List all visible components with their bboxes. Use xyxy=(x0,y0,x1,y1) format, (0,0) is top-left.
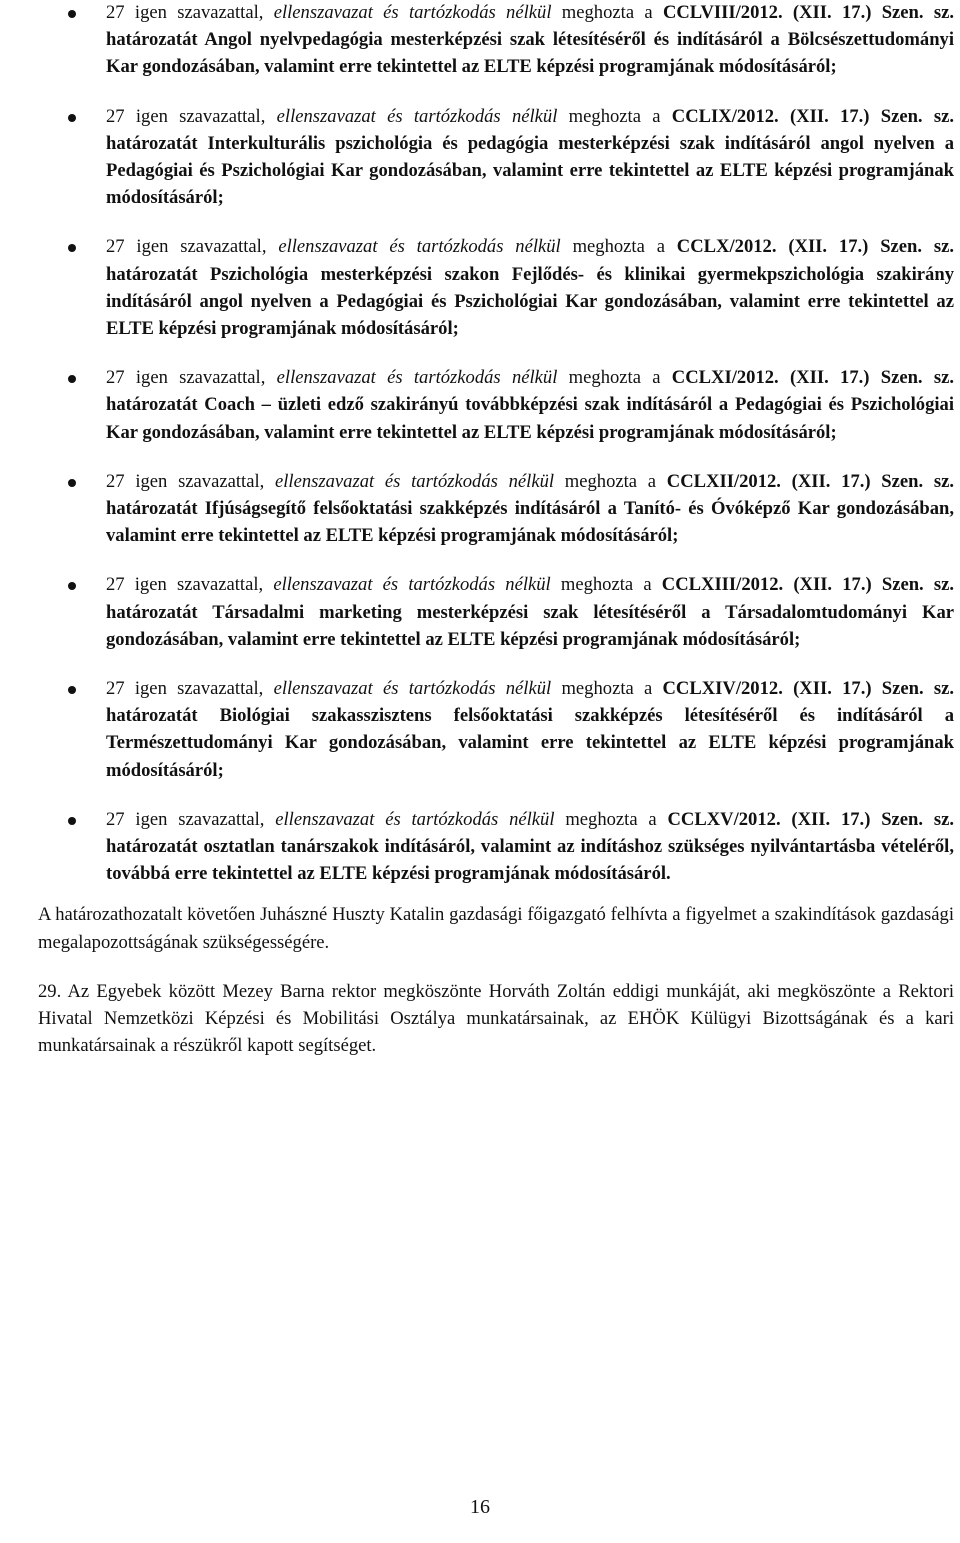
bullet-icon xyxy=(68,479,76,487)
vote-italic: ellenszavazat és tartózkodás nélkül xyxy=(273,678,552,700)
resolution-number: CCLXII/2012. (XII. 17.) Szen. sz. xyxy=(666,470,955,492)
vote-lead: meghozta a xyxy=(557,367,672,389)
resolution-number: CCLVIII/2012. (XII. 17.) Szen. sz. xyxy=(662,2,954,23)
vote-lead: meghozta a xyxy=(560,236,677,258)
vote-text: 27 igen szavazattal, xyxy=(106,2,274,23)
resolution-number: CCLIX/2012. (XII. 17.) Szen. sz. xyxy=(671,105,954,127)
decision-item xyxy=(38,468,954,550)
vote-italic: ellenszavazat és tartózkodás nélkül xyxy=(275,470,555,492)
vote-text: 27 igen szavazattal, xyxy=(106,574,274,596)
vote-lead: meghozta a xyxy=(551,2,663,23)
decision-item xyxy=(38,103,954,212)
resolution-text: határozatát Angol nyelvpedagógia mesterképzési szak létesítéséről és indításáról a Bölcsészettudományi Kar gondozásában, valamint erre tekintettel az ELTE képzési programjának módosításáról; xyxy=(106,29,954,78)
decision-item xyxy=(38,571,954,653)
vote-lead: meghozta a xyxy=(557,105,672,127)
note-paragraph: A határozathozatalt követően Juhászné Huszty Katalin gazdasági főigazgató felhívta a figyelmet a szakindítások gazdasági megalapozottságának szükségességére. xyxy=(38,904,954,953)
agenda-item-text: Az Egyebek között Mezey Barna rektor megköszönte Horváth Zoltán eddigi munkáját, aki megköszönte a Rektori Hivatal Nemzetközi Képzési és Mobilitási Osztálya munkatársainak, az EHÖK Külügyi Bizottságának és a kari munkatársainak a részükről kapott segítséget. xyxy=(38,980,955,1057)
vote-italic: ellenszavazat és tartózkodás nélkül xyxy=(273,2,552,23)
bullet-icon xyxy=(68,817,76,825)
resolution-number: CCLXI/2012. (XII. 17.) Szen. sz. xyxy=(671,367,954,389)
decision-item xyxy=(38,806,954,888)
bullet-icon xyxy=(68,244,76,252)
decision-item xyxy=(38,364,954,446)
vote-italic: ellenszavazat és tartózkodás nélkül xyxy=(273,574,551,596)
vote-italic: ellenszavazat és tartózkodás nélkül xyxy=(276,105,558,127)
resolution-number: CCLXIV/2012. (XII. 17.) Szen. sz. xyxy=(662,678,955,700)
vote-lead: meghozta a xyxy=(554,470,667,492)
vote-lead: meghozta a xyxy=(554,808,668,830)
decision-list xyxy=(38,0,954,887)
resolution-number: CCLX/2012. (XII. 17.) Szen. sz. xyxy=(676,236,955,258)
vote-italic: ellenszavazat és tartózkodás nélkül xyxy=(275,808,555,830)
vote-lead: meghozta a xyxy=(550,574,662,596)
vote-text: 27 igen szavazattal, xyxy=(106,470,275,492)
agenda-item-number: 29. xyxy=(38,980,62,1002)
resolution-text: határozatát Pszichológia mesterképzési szakon Fejlődés- és klinikai gyermekpszichológia szakirány indításáról angol nyelven a Pedagógiai és Pszichológiai Kar gondozásában, valamint erre tekintettel az ELTE képzési programjának módosításáról; xyxy=(106,263,954,340)
bullet-icon xyxy=(68,582,76,590)
document-page xyxy=(38,0,954,1060)
resolution-text: határozatát Ifjúságsegítő felsőoktatási szakképzés indításáról a Tanító- és Óvóképző Kar gondozásában, valamint erre tekintettel az ELTE képzési programjának módosításáról; xyxy=(106,498,954,547)
bullet-icon xyxy=(68,686,76,694)
bullet-icon xyxy=(68,375,76,383)
vote-text: 27 igen szavazattal, xyxy=(106,367,277,389)
vote-italic: ellenszavazat és tartózkodás nélkül xyxy=(276,367,558,389)
vote-text: 27 igen szavazattal, xyxy=(106,236,279,258)
vote-text: 27 igen szavazattal, xyxy=(106,105,277,127)
resolution-text: határozatát Biológiai szakasszisztens felsőoktatási szakképzés létesítéséről és indításáról a Természettudományi Kar gondozásában, valamint erre tekintettel az ELTE képzési programjának módosításáról; xyxy=(106,705,954,781)
vote-text: 27 igen szavazattal, xyxy=(106,808,276,830)
resolution-text: határozatát Coach – üzleti edző szakirányú továbbképzési szak indításáról a Pedagógiai és Pszichológiai Kar gondozásában, valamint erre tekintettel az ELTE képzési programjának módosításáról; xyxy=(106,394,954,443)
decision-item xyxy=(38,0,954,81)
resolution-number: CCLXV/2012. (XII. 17.) Szen. sz. xyxy=(667,808,954,830)
decision-item xyxy=(38,233,954,342)
vote-lead: meghozta a xyxy=(551,678,663,700)
bullet-icon xyxy=(68,10,76,18)
decision-item xyxy=(38,675,954,784)
page-number: 16 xyxy=(470,1496,490,1518)
resolution-number: CCLXIII/2012. (XII. 17.) Szen. sz. xyxy=(661,574,955,596)
resolution-text: határozatát Társadalmi marketing mesterképzési szak létesítéséről a Társadalomtudományi Kar gondozásában, valamint erre tekintettel az ELTE képzési programjának módosításáról; xyxy=(106,601,954,650)
resolution-text: határozatát Interkulturális pszichológia és pedagógia mesterképzési szak indításáról angol nyelven a Pedagógiai és Pszichológiai Kar gondozásában, valamint erre tekintettel az ELTE képzési programjának módosításáról; xyxy=(106,132,954,209)
vote-text: 27 igen szavazattal, xyxy=(106,678,274,700)
bullet-icon xyxy=(68,114,76,122)
vote-italic: ellenszavazat és tartózkodás nélkül xyxy=(278,236,561,258)
agenda-item-29 xyxy=(38,978,954,1060)
resolution-text: határozatát osztatlan tanárszakok indításáról, valamint az indításhoz szükséges nyilvántartásba vételéről, továbbá erre tekintettel az ELTE képzési programjának módosításáról. xyxy=(106,836,954,885)
